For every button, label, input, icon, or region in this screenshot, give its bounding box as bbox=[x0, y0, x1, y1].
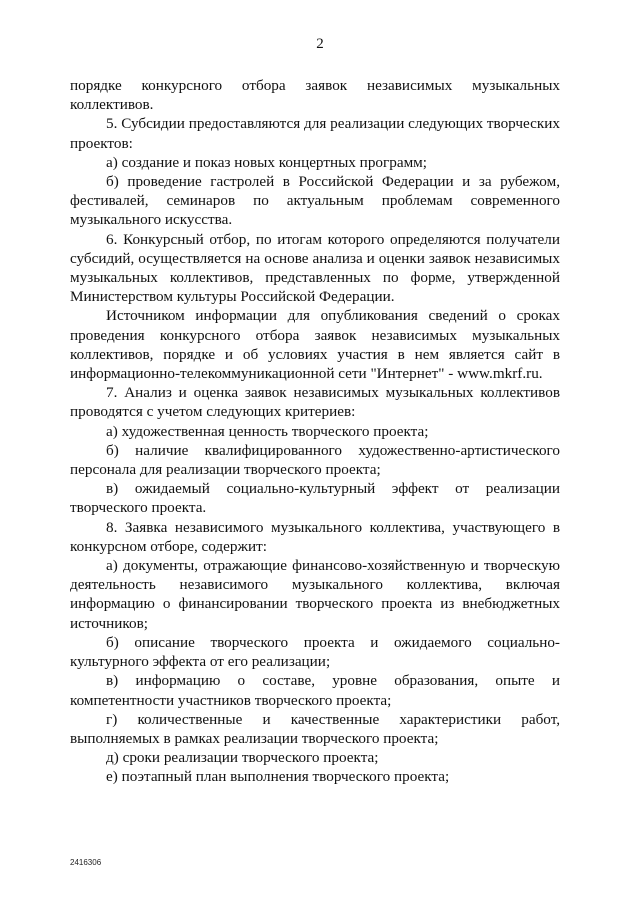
page-number: 2 bbox=[316, 36, 324, 52]
paragraph-item-8: 8. Заявка независимого музыкального коллектива, участвующего в конкурсном отборе, содержит: bbox=[70, 518, 560, 555]
paragraph-continuation: порядке конкурсного отбора заявок независимых музыкальных коллективов. bbox=[70, 77, 560, 114]
document-code: 2416306 bbox=[70, 858, 102, 867]
paragraph-item-6: 6. Конкурсный отбор, по итогам которого определяются получатели субсидий, осуществляется на основе анализа и оценки заявок независимых музыкальных коллективов, представленных по форме, утвержденной Министерством культуры Российской Федерации. bbox=[70, 230, 560, 306]
paragraph-item-8d: г) количественные и качественные характеристики работ, выполняемых в рамках реализации творческого проекта; bbox=[70, 710, 560, 747]
document-body bbox=[70, 76, 560, 787]
paragraph-info-source: Источником информации для опубликования сведений о сроках проведения конкурсного отбора заявок независимых музыкальных коллективов, порядке и об условиях участия в нем является сайт в информационно-телекоммуникационной сети "Интернет" - www.mkrf.ru. bbox=[70, 307, 560, 383]
paragraph-item-5b: б) проведение гастролей в Российской Федерации и за рубежом, фестивалей, семинаров по актуальным проблемам современного музыкального искусства. bbox=[70, 173, 560, 229]
paragraph-item-8b: б) описание творческого проекта и ожидаемого социально-культурного эффекта от его реализации; bbox=[70, 633, 560, 671]
paragraph-item-8e: д) сроки реализации творческого проекта; bbox=[106, 749, 379, 767]
paragraph-item-7: 7. Анализ и оценка заявок независимых музыкальных коллективов проводятся с учетом следующих критериев: bbox=[70, 384, 560, 421]
paragraph-item-5a: а) создание и показ новых концертных программ; bbox=[106, 153, 428, 171]
paragraph-item-8f: е) поэтапный план выполнения творческого проекта; bbox=[106, 768, 450, 786]
paragraph-item-8a: а) документы, отражающие финансово-хозяйственную и творческую деятельность независимого музыкального коллектива, включая информацию о финансировании творческого проекта из внебюджетных источников; bbox=[70, 557, 560, 632]
paragraph-item-5: 5. Субсидии предоставляются для реализации следующих творческих проектов: bbox=[70, 115, 560, 152]
paragraph-item-7a: а) художественная ценность творческого проекта; bbox=[106, 422, 429, 440]
paragraph-item-8c: в) информацию о составе, уровне образования, опыте и компетентности участников творческого проекта; bbox=[70, 672, 560, 709]
paragraph-item-7b: б) наличие квалифицированного художественно-артистического персонала для реализации творческого проекта; bbox=[70, 441, 560, 479]
paragraph-item-7c: в) ожидаемый социально-культурный эффект от реализации творческого проекта. bbox=[70, 480, 560, 517]
